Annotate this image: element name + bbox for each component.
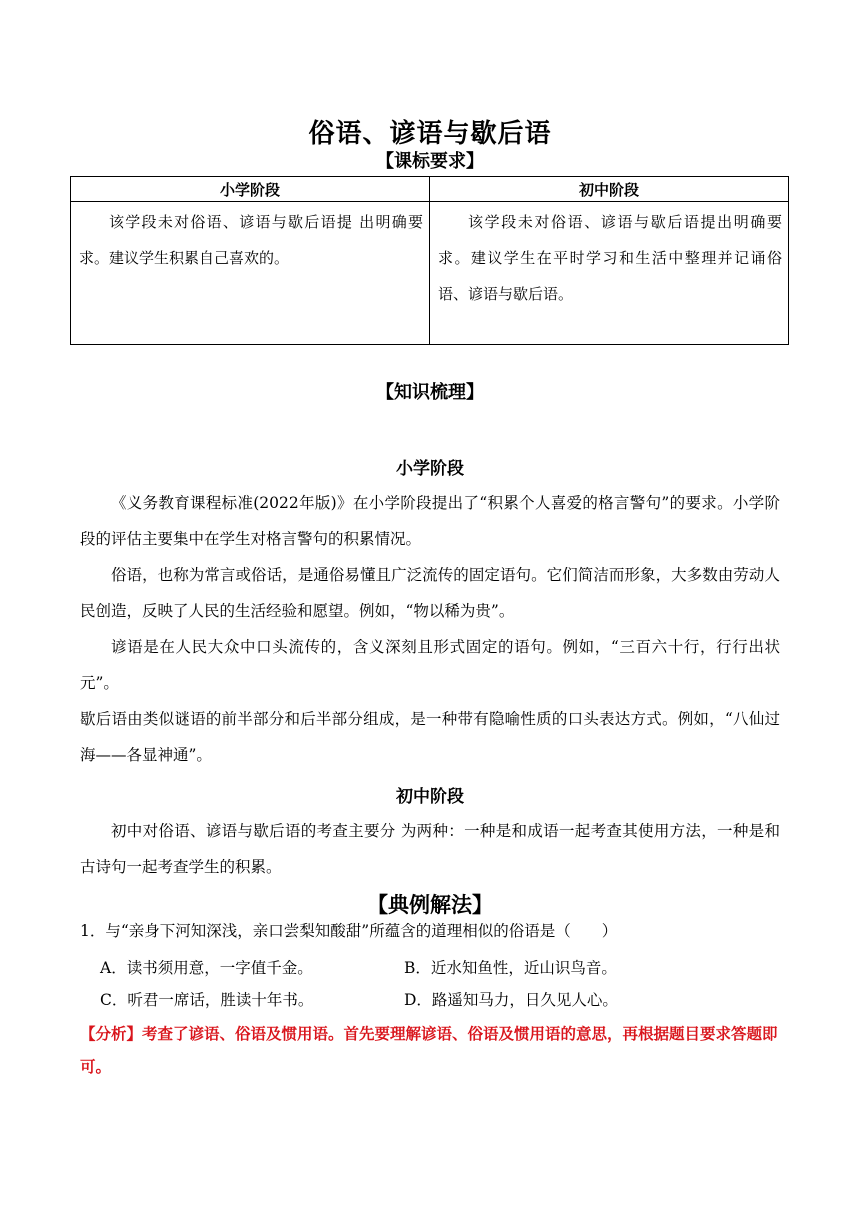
standards-table-row [71, 202, 789, 345]
knowledge-heading: 【知识梳理】 [376, 382, 484, 403]
option-d: D．路遥知马力，日久见人心。 [404, 991, 618, 1009]
question-1: 1．与“亲身下河知深浅，亲口尝梨知酸甜”所蕴含的道理相似的俗语是（ ） [80, 922, 618, 940]
primary-paragraph-suyu: 俗语，也称为常言或俗话，是通俗易懂且广泛流传的固定语句。它们简洁而形象，大多数由劳动人民创造，反映了人民的生活经验和愿望。例如，“物以稀为贵”。 [80, 566, 780, 620]
option-b: B．近水知鱼性，近山识鸟音。 [404, 959, 617, 977]
cell-junior-requirement: 该学段未对俗语、谚语与歇后语提出明确要求。建议学生在平时学习和生活中整理并记诵俗语、谚语与歇后语。 [430, 202, 789, 345]
junior-paragraph: 初中对俗语、谚语与歇后语的考查主要分 为两种：一种是和成语一起考查其使用方法，一种是和古诗句一起考查学生的积累。 [80, 822, 780, 876]
primary-paragraph-yanyu: 谚语是在人民大众中口头流传的，含义深刻且形式固定的语句。例如，“三百六十行，行行出状元”。 [80, 638, 780, 692]
junior-stage-heading: 初中阶段 [396, 787, 464, 807]
standards-table [70, 176, 789, 345]
standards-heading: 【课标要求】 [376, 151, 484, 172]
standards-table-header-row [71, 177, 789, 202]
primary-paragraph-xiehouyu: 歇后语由类似谜语的前半部分和后半部分组成，是一种带有隐喻性质的口头表达方式。例如，“八仙过海——各显神通”。 [80, 710, 780, 764]
column-header-primary: 小学阶段 [71, 177, 430, 202]
primary-paragraph-standard: 《义务教育课程标准(2022年版)》在小学阶段提出了“积累个人喜爱的格言警句”的要求。小学阶段的评估主要集中在学生对格言警句的积累情况。 [80, 494, 780, 548]
option-a: A．读书须用意，一字值千金。 [100, 959, 313, 977]
analysis-text: 【分析】考查了谚语、俗语及惯用语。首先要理解谚语、俗语及惯用语的意思，再根据题目要求答题即可。 [80, 1024, 778, 1076]
option-c: C．听君一席话，胜读十年书。 [100, 991, 314, 1009]
cell-primary-requirement: 该学段未对俗语、谚语与歇后语提 出明确要求。建议学生积累自己喜欢的。 [71, 202, 430, 345]
examples-heading: 【典例解法】 [367, 893, 493, 917]
document-title: 俗语、谚语与歇后语 [308, 119, 552, 149]
column-header-junior: 初中阶段 [430, 177, 789, 202]
primary-stage-heading: 小学阶段 [396, 459, 464, 479]
